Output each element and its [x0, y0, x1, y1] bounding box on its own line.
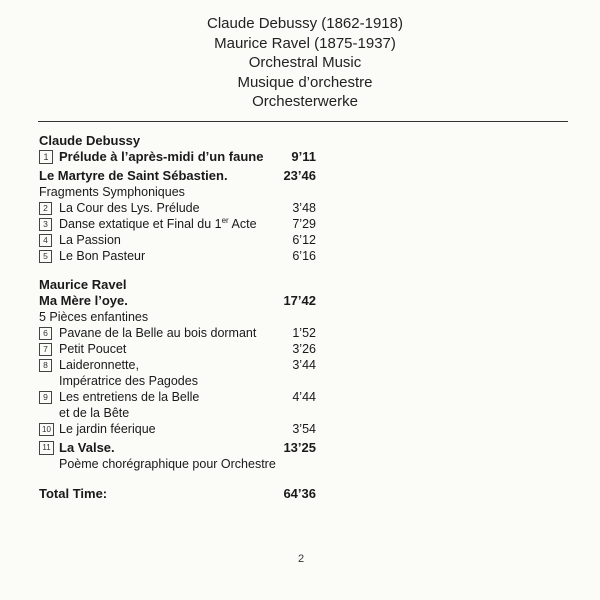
track-number-box: 1	[39, 150, 53, 164]
work-title-row	[39, 293, 316, 309]
track-row	[39, 341, 316, 357]
composer-name: Maurice Ravel	[39, 277, 127, 292]
track-title: La Passion	[59, 233, 121, 247]
composer-heading-debussy	[39, 133, 316, 149]
track-time: 6’12	[292, 233, 316, 247]
track-title-end: Acte	[228, 217, 257, 231]
header-french-title: Musique d’orchestre	[237, 73, 373, 91]
page-number: 2	[298, 553, 305, 565]
track-row	[39, 232, 316, 248]
track-number-box: 11	[39, 441, 54, 455]
track-title: Les entretiens de la Belle	[59, 390, 200, 404]
track-title-continuation-row	[59, 373, 316, 389]
track-title: Le jardin féerique	[59, 422, 156, 436]
total-time-label: Total Time:	[39, 486, 108, 501]
track-time: 13’25	[283, 440, 316, 455]
work-title: Le Martyre de Saint Sébastien.	[39, 168, 228, 183]
composer-heading-ravel	[39, 277, 316, 293]
track-row	[39, 357, 316, 373]
ordinal-superscript: er	[221, 215, 229, 225]
header-divider	[38, 121, 568, 122]
track-title-text: Danse extatique et Final du 1	[59, 217, 222, 231]
track-row	[39, 200, 316, 216]
track-time: 3’26	[292, 342, 316, 356]
track-number-box: 3	[39, 218, 52, 231]
track-time: 7’29	[292, 217, 316, 231]
track-number-box: 7	[39, 343, 52, 356]
track-time: 4’44	[292, 390, 316, 404]
work-subtitle-row	[39, 184, 316, 200]
track-time: 1’52	[292, 326, 316, 340]
track-row	[39, 325, 316, 341]
header-ravel-line: Maurice Ravel (1875-1937)	[214, 34, 396, 52]
track-title-continuation: Impératrice des Pagodes	[59, 374, 198, 388]
work-title: Ma Mère l’oye.	[39, 293, 128, 308]
track-number-box: 2	[39, 202, 52, 215]
header-english-title: Orchestral Music	[248, 54, 362, 72]
track-title-continuation-row	[59, 405, 316, 421]
track-title: Prélude à l’après-midi d’un faune	[59, 149, 264, 164]
work-subtitle: 5 Pièces enfantines	[39, 310, 149, 324]
composer-name: Claude Debussy	[39, 133, 141, 148]
header-debussy-line: Claude Debussy (1862-1918)	[207, 15, 403, 32]
track-number-box: 9	[39, 391, 52, 404]
track-number-box: 8	[39, 359, 52, 372]
track-row	[39, 248, 316, 264]
track-number-box: 5	[39, 250, 52, 263]
track-title-continuation: et de la Bête	[59, 406, 130, 420]
total-time-row	[39, 486, 316, 502]
total-time-value: 64’36	[283, 486, 316, 501]
work-total-time: 17’42	[283, 293, 316, 308]
track-time: 3’44	[292, 358, 316, 372]
track-title: Petit Poucet	[59, 342, 127, 356]
work-subtitle: Fragments Symphoniques	[39, 185, 185, 199]
work-subtitle: Poème chorégraphique pour Orchestre	[59, 457, 276, 471]
track-time: 9’11	[291, 149, 316, 164]
track-title: La Cour des Lys. Prélude	[59, 201, 200, 215]
track-title: Le Bon Pasteur	[59, 249, 146, 263]
track-title: La Valse.	[59, 440, 115, 455]
work-subtitle-row	[39, 309, 316, 325]
track-number-box: 10	[39, 423, 54, 436]
track-time: 3’54	[292, 422, 316, 436]
track-title: Pavane de la Belle au bois dormant	[59, 326, 257, 340]
track-title: Laideronnette,	[59, 358, 139, 372]
work-subtitle-row	[59, 456, 316, 472]
album-header	[0, 14, 600, 112]
track-title	[59, 216, 257, 232]
track-time: 6’16	[292, 249, 316, 263]
work-title-row	[39, 168, 316, 184]
track-row	[39, 389, 316, 405]
track-time: 3’48	[292, 201, 316, 215]
track-row	[39, 216, 316, 232]
track-number-box: 6	[39, 327, 52, 340]
track-row	[39, 421, 316, 437]
work-total-time: 23’46	[283, 168, 316, 183]
track-row	[39, 440, 316, 456]
header-german-title: Orchesterwerke	[252, 93, 358, 111]
track-row	[39, 149, 316, 165]
track-number-box: 4	[39, 234, 52, 247]
